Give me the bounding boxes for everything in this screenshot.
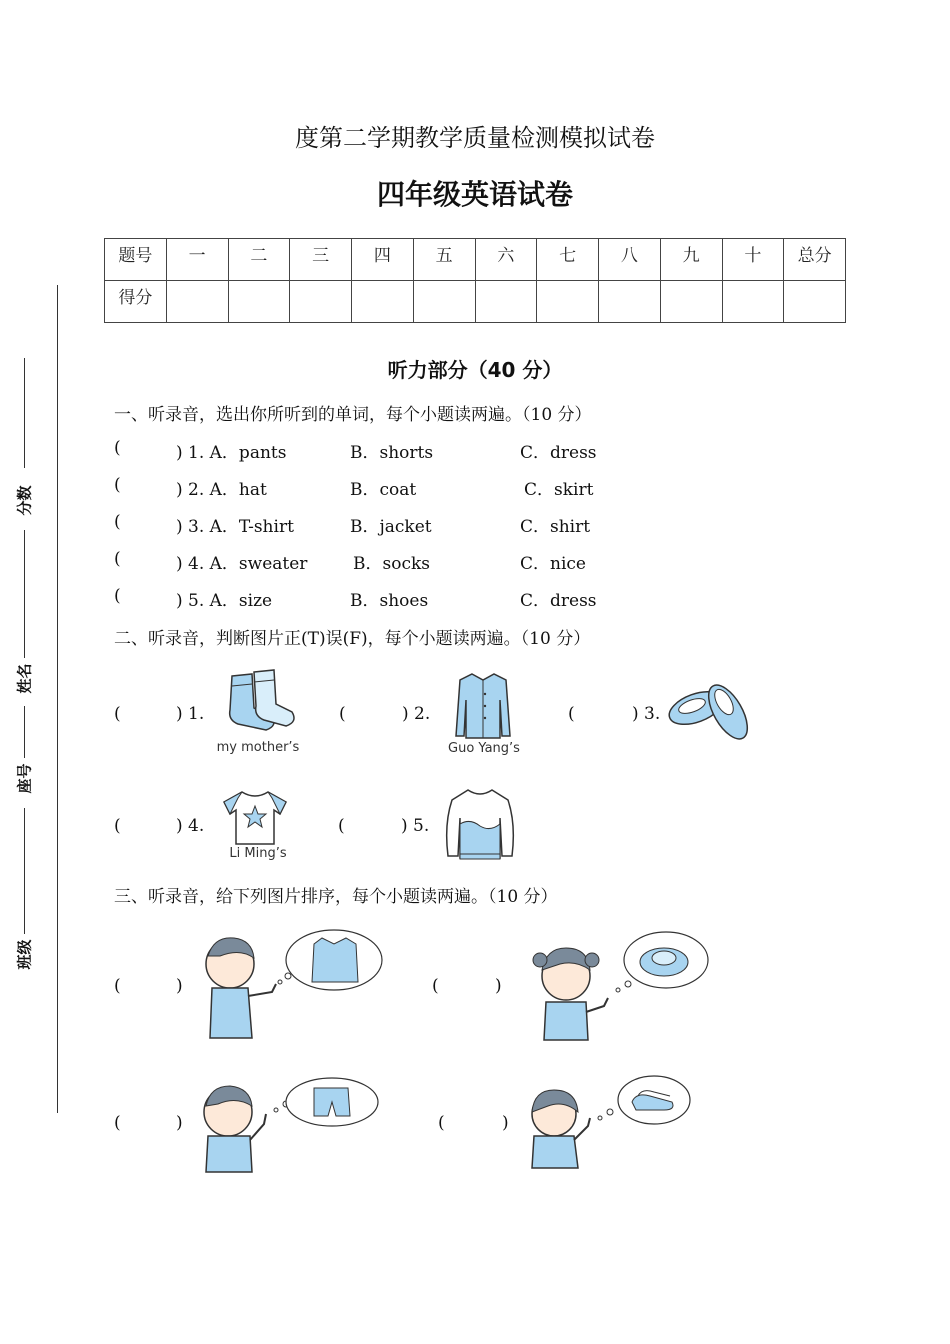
answer-paren-open: ( — [114, 976, 121, 996]
part2-instruction: 二、听录音，判断图片正(T)误(F)，每个小题读两遍。（10 分） — [114, 629, 591, 649]
question-option-a: ) 3. A．T-shirt — [176, 517, 294, 537]
side-underline-seat — [24, 706, 25, 758]
question-number: ) 1. — [176, 704, 205, 724]
sweater-image — [440, 784, 520, 864]
question-option-a: ) 4. A．sweater — [176, 554, 308, 574]
score-input-cell[interactable] — [537, 281, 599, 323]
girl-thinking-hat-image — [520, 928, 720, 1046]
boy-thinking-shirt-image — [200, 926, 390, 1046]
score-input-cell[interactable] — [352, 281, 414, 323]
question-number: ) 2. — [402, 704, 431, 724]
table-cell: 三 — [290, 239, 352, 281]
question-option-b: B．coat — [350, 480, 417, 500]
question-option-c: C．shirt — [520, 517, 591, 537]
answer-paren-close: ) — [176, 1113, 183, 1133]
answer-paren-open: ( — [114, 549, 121, 569]
score-input-cell[interactable] — [228, 281, 290, 323]
table-cell: 得分 — [105, 281, 167, 323]
table-cell: 一 — [166, 239, 228, 281]
question-option-b: B．shorts — [350, 443, 434, 463]
question-option-c: C．skirt — [524, 480, 594, 500]
question-option-c: C．dress — [520, 591, 597, 611]
score-input-cell[interactable] — [784, 281, 846, 323]
answer-paren-open: ( — [114, 586, 121, 606]
binding-line — [57, 285, 58, 1113]
answer-paren-open: ( — [114, 475, 121, 495]
question-option-b: B．jacket — [350, 517, 432, 537]
table-cell: 七 — [537, 239, 599, 281]
boy-thinking-shorts-image — [196, 1076, 396, 1174]
picture-caption: Li Ming’s — [229, 846, 287, 861]
answer-paren-open: ( — [114, 438, 121, 458]
score-table-score-row — [105, 281, 846, 323]
question-number: ) 5. — [401, 816, 430, 836]
table-cell: 九 — [660, 239, 722, 281]
table-cell: 四 — [352, 239, 414, 281]
answer-paren-open: ( — [114, 816, 121, 836]
score-input-cell[interactable] — [475, 281, 537, 323]
question-option-a: ) 5. A．size — [176, 591, 273, 611]
question-option-a: ) 1. A．pants — [176, 443, 287, 463]
answer-paren-open: ( — [114, 512, 121, 532]
question-option-a: ) 2. A．hat — [176, 480, 267, 500]
picture-caption: Guo Yang’s — [448, 741, 520, 756]
table-cell: 总分 — [784, 239, 846, 281]
side-underline-class — [24, 808, 25, 934]
score-table-header-row — [105, 239, 846, 281]
question-option-b: B．shoes — [350, 591, 429, 611]
table-cell: 八 — [599, 239, 661, 281]
part3-instruction: 三、听录音，给下列图片排序，每个小题读两遍。（10 分） — [114, 887, 558, 907]
table-cell: 二 — [228, 239, 290, 281]
exam-subtitle: 四年级英语试卷 — [376, 178, 573, 211]
shirt-image — [452, 670, 514, 742]
table-cell: 六 — [475, 239, 537, 281]
answer-paren-open: ( — [339, 704, 346, 724]
part1-instruction: 一、听录音，选出你所听到的单词，每个小题读两遍。（10 分） — [114, 405, 592, 425]
score-input-cell[interactable] — [722, 281, 784, 323]
answer-paren-open: ( — [568, 704, 575, 724]
question-option-b: B．socks — [353, 554, 430, 574]
table-cell: 十 — [722, 239, 784, 281]
shoes-image — [666, 672, 750, 748]
answer-paren-open: ( — [438, 1113, 445, 1133]
girl-thinking-shoes-image — [524, 1072, 694, 1172]
table-cell: 题号 — [105, 239, 167, 281]
section-title: 听力部分（40 分） — [387, 358, 563, 382]
answer-paren-open: ( — [114, 704, 121, 724]
score-input-cell[interactable] — [413, 281, 475, 323]
question-number: ) 3. — [632, 704, 661, 724]
answer-paren-close: ) — [502, 1113, 509, 1133]
side-label-score: 分数 — [15, 485, 34, 516]
score-input-cell[interactable] — [660, 281, 722, 323]
question-option-c: C．nice — [520, 554, 586, 574]
score-input-cell[interactable] — [290, 281, 352, 323]
socks-image — [214, 668, 304, 738]
exam-title: 度第二学期教学质量检测模拟试卷 — [295, 124, 655, 152]
picture-caption: my mother’s — [216, 740, 300, 755]
score-input-cell[interactable] — [166, 281, 228, 323]
answer-paren-open: ( — [432, 976, 439, 996]
answer-paren-open: ( — [114, 1113, 121, 1133]
answer-paren-close: ) — [495, 976, 502, 996]
question-number: ) 4. — [176, 816, 205, 836]
side-underline-name — [24, 540, 25, 658]
score-table — [104, 238, 846, 323]
table-cell: 五 — [413, 239, 475, 281]
side-label-name: 姓名 — [15, 663, 34, 694]
answer-paren-close: ) — [176, 976, 183, 996]
score-input-cell[interactable] — [599, 281, 661, 323]
side-label-seat: 座号 — [15, 763, 34, 794]
question-option-c: C．dress — [520, 443, 597, 463]
side-underline-score-2 — [24, 530, 25, 540]
answer-paren-open: ( — [338, 816, 345, 836]
tshirt-image — [220, 788, 290, 846]
side-label-class: 班级 — [15, 939, 34, 970]
